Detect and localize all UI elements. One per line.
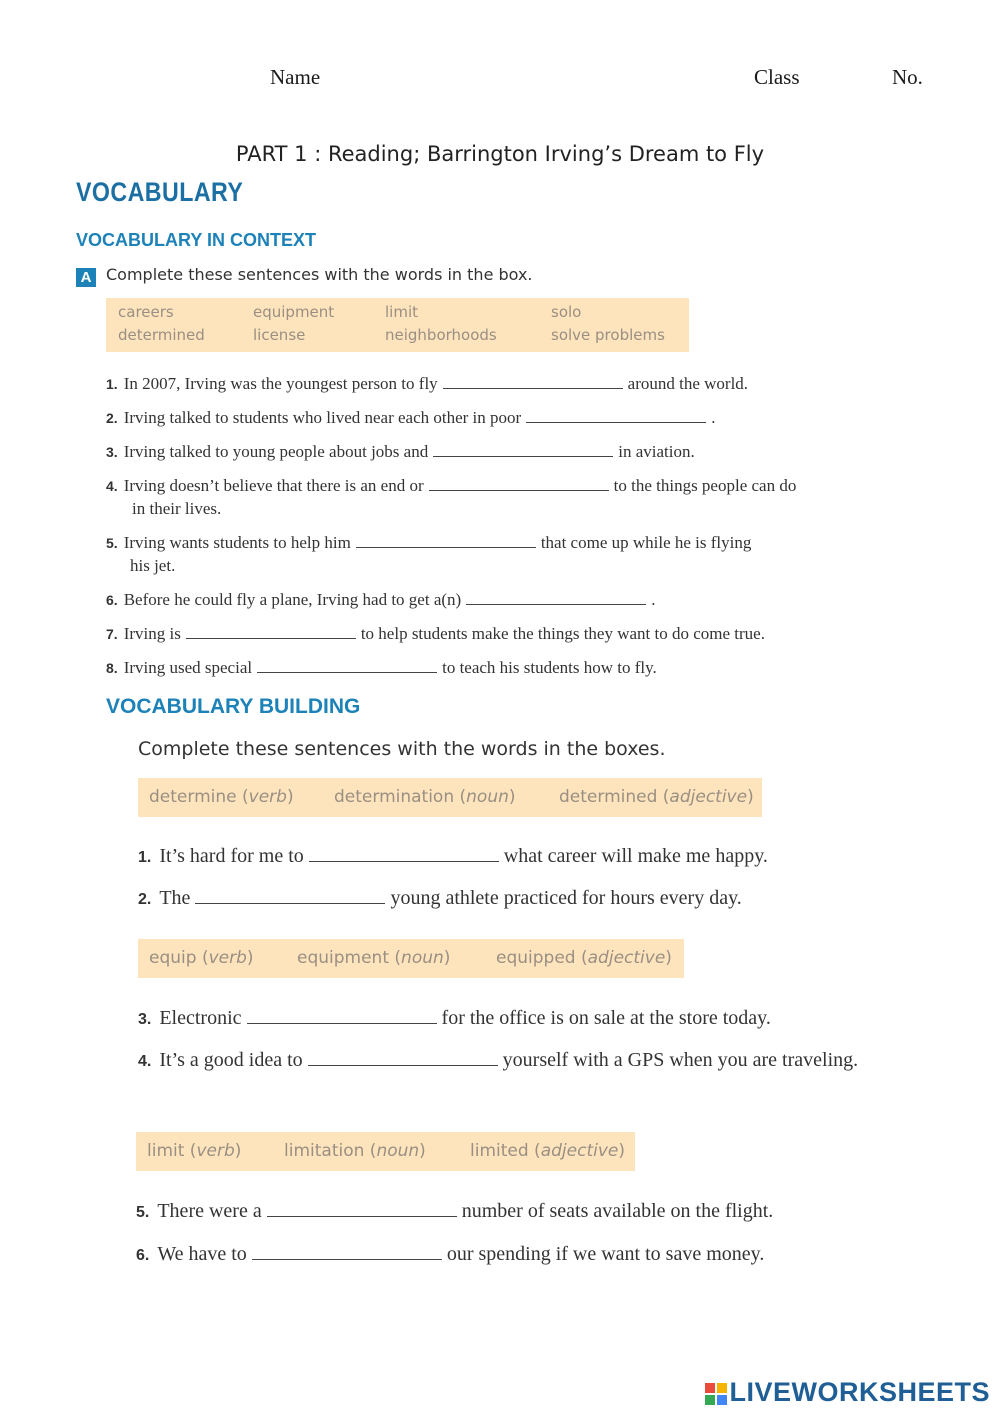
liveworksheets-logo-icon bbox=[705, 1381, 727, 1403]
building-sentence-5 bbox=[136, 1200, 773, 1223]
liveworksheets-logo-text: LIVEWORKSHEETS bbox=[729, 1377, 990, 1407]
sentence-text: There were a bbox=[157, 1200, 262, 1222]
answer-blank[interactable] bbox=[443, 387, 623, 389]
word-box-item: limit bbox=[385, 303, 418, 321]
answer-blank[interactable] bbox=[356, 546, 536, 548]
sentence-text: Before he could fly a plane, Irving had to get a(n) bbox=[123, 590, 462, 609]
sentence-number: 4. bbox=[138, 1053, 152, 1070]
vocabulary-heading: VOCABULARY bbox=[76, 177, 244, 207]
answer-blank[interactable] bbox=[309, 860, 499, 862]
answer-blank[interactable] bbox=[186, 637, 356, 639]
context-sentence-7 bbox=[106, 624, 765, 644]
context-instruction: Complete these sentences with the words in the box. bbox=[106, 265, 533, 284]
sentence-number: 6. bbox=[106, 592, 118, 608]
sentence-text: Irving used special bbox=[123, 658, 253, 677]
number-label: No. bbox=[892, 65, 923, 89]
vocabulary-building-heading: VOCABULARY BUILDING bbox=[106, 695, 361, 718]
sentence-text: for the office is on sale at the store today. bbox=[441, 1007, 771, 1029]
sentence-number: 5. bbox=[136, 1204, 150, 1221]
sentence-text: The bbox=[159, 887, 191, 909]
word-box-item: equipped (adjective) bbox=[496, 948, 672, 968]
sentence-text: around the world. bbox=[627, 374, 749, 393]
word-box-item: solve problems bbox=[551, 326, 665, 344]
answer-blank[interactable] bbox=[433, 455, 613, 457]
word-box-3 bbox=[136, 1132, 635, 1171]
sentence-text: what career will make me happy. bbox=[503, 845, 768, 867]
sentence-text: young athlete practiced for hours every day. bbox=[390, 887, 742, 909]
sentence-number: 3. bbox=[106, 444, 118, 460]
sentence-text: Irving talked to young people about jobs and bbox=[123, 442, 429, 461]
word-box-item: equipment bbox=[253, 303, 335, 321]
exercise-a-badge: A bbox=[76, 268, 96, 287]
word-box-item: solo bbox=[551, 303, 582, 321]
sentence-text: . bbox=[651, 590, 656, 609]
word-box-item: equipment (noun) bbox=[297, 948, 451, 968]
answer-blank[interactable] bbox=[526, 421, 706, 423]
sentence-text: Irving talked to students who lived near each other in poor bbox=[123, 408, 522, 427]
building-sentence-3 bbox=[138, 1007, 771, 1030]
class-label: Class bbox=[754, 65, 800, 89]
word-box-item: careers bbox=[118, 303, 174, 321]
context-sentence-5 bbox=[106, 533, 751, 553]
context-sentence-4-continued: in their lives. bbox=[132, 499, 222, 518]
sentence-number: 5. bbox=[106, 535, 118, 551]
sentence-text: We have to bbox=[157, 1243, 247, 1265]
sentence-number: 2. bbox=[138, 891, 152, 908]
sentence-text: number of seats available on the flight. bbox=[461, 1200, 774, 1222]
word-box-item: limit (verb) bbox=[147, 1141, 242, 1161]
word-box-2 bbox=[138, 939, 684, 978]
sentence-text: to teach his students how to fly. bbox=[442, 658, 657, 677]
context-sentence-1 bbox=[106, 374, 748, 394]
sentence-text: . bbox=[711, 408, 716, 427]
sentence-text: In 2007, Irving was the youngest person to fly bbox=[123, 374, 438, 393]
sentence-number: 3. bbox=[138, 1011, 152, 1028]
context-sentence-3 bbox=[106, 442, 695, 462]
sentence-text: to help students make the things they want to do come true. bbox=[360, 624, 765, 643]
sentence-text: Irving is bbox=[123, 624, 181, 643]
context-sentence-6 bbox=[106, 590, 655, 610]
word-box-item: license bbox=[253, 326, 306, 344]
word-box-item: determined (adjective) bbox=[559, 787, 754, 807]
answer-blank[interactable] bbox=[267, 1215, 457, 1217]
sentence-text: Irving wants students to help him bbox=[123, 533, 351, 552]
name-label: Name bbox=[270, 65, 321, 89]
word-box-item: limitation (noun) bbox=[284, 1141, 426, 1161]
sentence-text: Irving doesn’t believe that there is an end or bbox=[123, 476, 424, 495]
building-instruction: Complete these sentences with the words in the boxes. bbox=[138, 738, 666, 760]
sentence-text: yourself with a GPS when you are traveling. bbox=[502, 1049, 859, 1071]
building-sentence-6 bbox=[136, 1243, 764, 1266]
part-title: PART 1 : Reading; Barrington Irving’s Dream to Fly bbox=[235, 142, 765, 166]
sentence-number: 1. bbox=[106, 376, 118, 392]
sentence-text: that come up while he is flying bbox=[540, 533, 752, 552]
sentence-number: 4. bbox=[106, 478, 118, 494]
liveworksheets-logo bbox=[705, 1377, 990, 1408]
answer-blank[interactable] bbox=[247, 1022, 437, 1024]
word-box-item: limited (adjective) bbox=[470, 1141, 625, 1161]
sentence-text: our spending if we want to save money. bbox=[446, 1243, 765, 1265]
context-sentence-5-continued: his jet. bbox=[130, 556, 176, 575]
building-sentence-1 bbox=[138, 845, 768, 868]
word-box-item: determination (noun) bbox=[334, 787, 516, 807]
answer-blank[interactable] bbox=[195, 902, 385, 904]
context-sentence-8 bbox=[106, 658, 657, 678]
answer-blank[interactable] bbox=[466, 603, 646, 605]
word-box-item: determine (verb) bbox=[149, 787, 294, 807]
sentence-number: 7. bbox=[106, 626, 118, 642]
sentence-text: Electronic bbox=[159, 1007, 242, 1029]
sentence-number: 8. bbox=[106, 660, 118, 676]
answer-blank[interactable] bbox=[308, 1064, 498, 1066]
word-box-item: determined bbox=[118, 326, 205, 344]
sentence-text: It’s a good idea to bbox=[159, 1049, 303, 1071]
sentence-number: 6. bbox=[136, 1247, 150, 1264]
answer-blank[interactable] bbox=[252, 1258, 442, 1260]
word-box-1 bbox=[138, 778, 762, 817]
context-sentence-4 bbox=[106, 476, 796, 496]
context-sentence-2 bbox=[106, 408, 715, 428]
building-sentence-4 bbox=[138, 1049, 858, 1072]
vocabulary-in-context-heading: VOCABULARY IN CONTEXT bbox=[76, 230, 317, 250]
answer-blank[interactable] bbox=[257, 671, 437, 673]
sentence-text: in aviation. bbox=[618, 442, 695, 461]
sentence-text: to the things people can do bbox=[613, 476, 797, 495]
sentence-text: It’s hard for me to bbox=[159, 845, 304, 867]
building-sentence-2 bbox=[138, 887, 742, 910]
word-box-item: equip (verb) bbox=[149, 948, 254, 968]
sentence-number: 1. bbox=[138, 849, 152, 866]
word-box-item: neighborhoods bbox=[385, 326, 497, 344]
word-box bbox=[106, 298, 689, 352]
answer-blank[interactable] bbox=[429, 489, 609, 491]
sentence-number: 2. bbox=[106, 410, 118, 426]
